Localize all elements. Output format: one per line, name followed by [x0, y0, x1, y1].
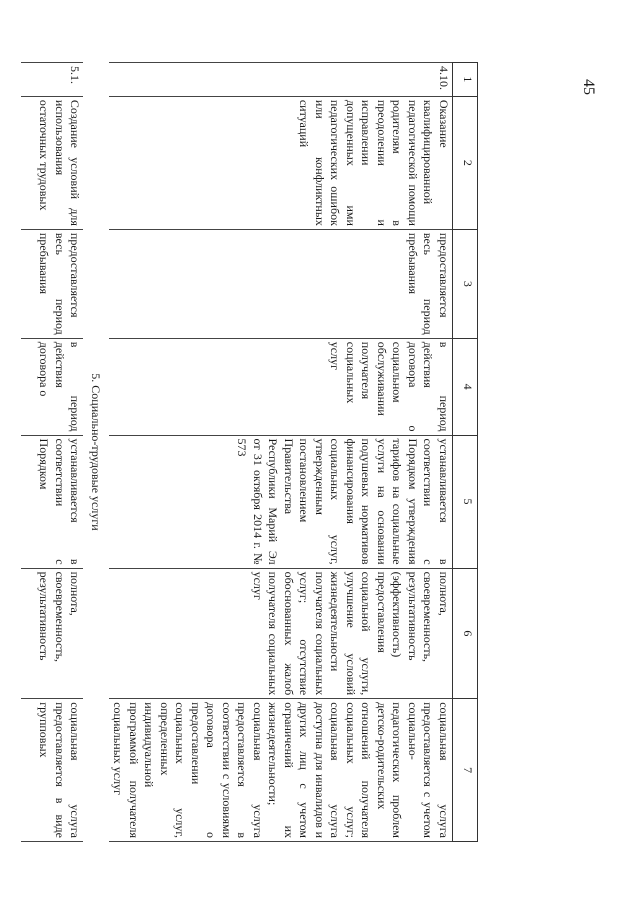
rotated-sheet	[0, 62, 478, 842]
section-heading: 5. Социально-трудовые услуги	[89, 373, 103, 531]
header-col-6: 6	[453, 568, 478, 699]
cell-period: в период действия договора о	[22, 338, 84, 435]
cell-service-name: Создание условий для использования остаточных трудовых	[22, 96, 84, 229]
header-col-2: 2	[453, 96, 478, 229]
header-col-1: 1	[453, 63, 478, 97]
page-number: 45	[580, 79, 597, 95]
cell-conditions: социальная услуга предоставляется в виде групповых	[22, 699, 84, 842]
section-heading-row	[84, 63, 110, 842]
header-col-4: 4	[453, 338, 478, 435]
cell-service-name: Оказание квалифицированной педагогической помощи родителям в преодолении и исправлении допущенных ими педагогических ошибок или конфликтных ситуаций	[109, 96, 453, 229]
cell-norms: устанавливается в соответствии с Порядком утверждения тарифов на социальные услуги на основании подушевых нормативов финансирования социальных услуг, утвержденным постановлением Правительства Республики Марий Эл от 31 октября 2014 г. № 573	[109, 435, 453, 568]
cell-term: предоставляется весь период пребывания	[22, 229, 84, 338]
cell-number: 5.1.	[22, 63, 84, 97]
header-col-5: 5	[453, 435, 478, 568]
table-row-5-1	[22, 63, 84, 842]
cell-term: предоставляется весь период пребывания	[109, 229, 453, 338]
header-row	[453, 63, 478, 842]
header-col-7: 7	[453, 699, 478, 842]
cell-period: в период действия договора о социальном обслуживании получателя социальных услуг	[109, 338, 453, 435]
cell-conditions: социальная услуга предоставляется с учетом социально-педагогических проблем детско-родительских отношений получателя социальных услуг; социальная услуга доступна для инвалидов и других лиц с учетом ограничений их жизнедеятельности; социальная услуга предоставляется в соответствии с условиями договора о предоставлении социальных услуг, определенных индивидуальной программой получателя социальных услуг	[109, 699, 453, 842]
header-col-3: 3	[453, 229, 478, 338]
cell-quality: полнота, своевременность, результативность	[22, 568, 84, 699]
cell-number: 4.10.	[109, 63, 453, 97]
table-row-4-10	[109, 63, 453, 842]
services-table	[22, 62, 479, 842]
cell-quality: полнота, своевременность, результативность (эффективность) предоставления социальной услуги, улучшение условий жизнедеятельности получателя социальных услуг; отсутствие обоснованных жалоб получателя социальных услуг	[109, 568, 453, 699]
cell-norms: устанавливается в соответствии с Порядком	[22, 435, 84, 568]
